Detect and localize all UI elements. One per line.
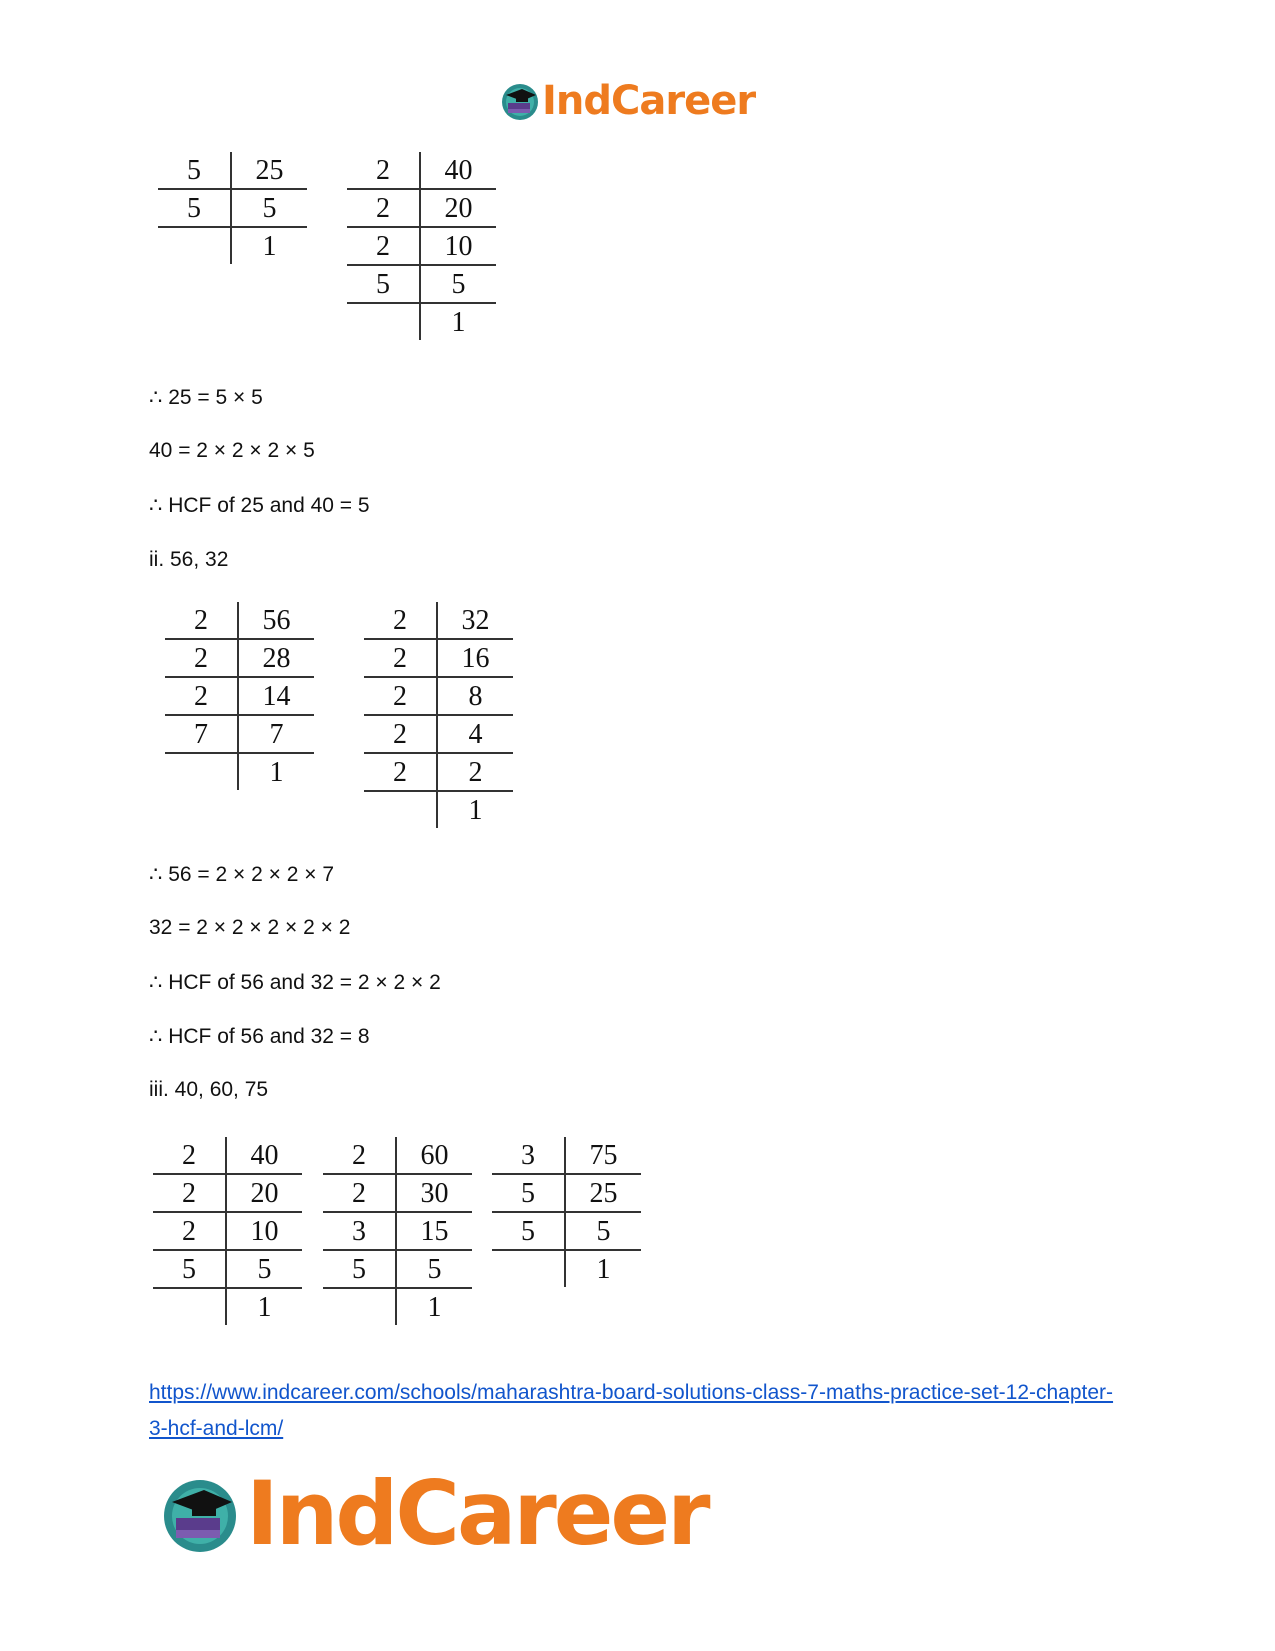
divisor-cell: 3: [323, 1212, 396, 1250]
divisor-cell: [347, 303, 420, 340]
quotient-cell: 5: [396, 1250, 472, 1288]
division-row: [492, 1174, 641, 1212]
divisor-cell: [153, 1288, 226, 1325]
division-row: [165, 677, 314, 715]
division-row: [165, 753, 314, 790]
quotient-cell: 1: [451, 307, 466, 338]
division-row: [492, 1137, 641, 1174]
division-row: [158, 227, 307, 264]
division-row: [323, 1250, 472, 1288]
division-row: [492, 1250, 641, 1287]
quotient-cell: 7: [238, 715, 314, 753]
divisor-cell: 5: [492, 1212, 565, 1250]
division-row: [323, 1212, 472, 1250]
division-row: [347, 189, 496, 227]
division-row: [364, 677, 513, 715]
section-heading: ii. 56, 32: [149, 548, 229, 571]
quotient-cell: 25: [231, 152, 307, 189]
quotient-cell: 32: [437, 602, 513, 639]
divisor-cell: 5: [153, 1250, 226, 1288]
division-table-40: [153, 1137, 302, 1325]
quotient-cell: 20: [420, 189, 496, 227]
graduation-book-icon: [160, 1474, 240, 1554]
divisor-cell: 5: [158, 152, 231, 189]
divisor-cell: [323, 1288, 396, 1325]
quotient-cell: 5: [420, 265, 496, 303]
quotient-cell: 75: [565, 1137, 641, 1174]
quotient-cell: 15: [396, 1212, 472, 1250]
text-line: ∴ 25 = 5 × 5: [149, 386, 263, 409]
quotient-cell: 30: [396, 1174, 472, 1212]
divisor-cell: [158, 227, 231, 264]
division-row: [323, 1174, 472, 1212]
division-row: [364, 791, 513, 828]
quotient-cell: 56: [238, 602, 314, 639]
divisor-cell: 5: [323, 1250, 396, 1288]
quotient-cell: 28: [238, 639, 314, 677]
indcareer-logo-bottom: [160, 1462, 708, 1565]
quotient-cell: 40: [226, 1137, 302, 1174]
divisor-cell: 2: [347, 152, 420, 189]
divisor-cell: 2: [364, 715, 437, 753]
divisor-cell: 2: [165, 602, 238, 639]
source-link[interactable]: https://www.indcareer.com/schools/maharashtra-board-solutions-class-7-maths-practice-set-12-chapter-3-hcf-and-lcm/: [149, 1381, 1114, 1440]
divisor-cell: 2: [165, 639, 238, 677]
divisor-cell: 5: [347, 265, 420, 303]
divisor-cell: 2: [347, 227, 420, 265]
divisor-cell: [492, 1250, 565, 1287]
division-row: [153, 1137, 302, 1174]
division-row: [347, 227, 496, 265]
divisor-cell: 2: [323, 1137, 396, 1174]
text-line: ∴ HCF of 56 and 32 = 2 × 2 × 2: [149, 971, 441, 994]
text-line: 40 = 2 × 2 × 2 × 5: [149, 439, 315, 462]
divisor-cell: 5: [158, 189, 231, 227]
division-row: [323, 1137, 472, 1174]
quotient-cell: 20: [226, 1174, 302, 1212]
division-row: [347, 303, 496, 340]
division-row: [158, 189, 307, 227]
division-row: [364, 602, 513, 639]
division-table-40: [347, 152, 496, 340]
divisor-cell: 2: [153, 1137, 226, 1174]
division-row: [492, 1212, 641, 1250]
division-table-56: [165, 602, 314, 790]
quotient-cell: 1: [262, 231, 277, 262]
division-table-60: [323, 1137, 472, 1325]
divisor-cell: [364, 791, 437, 828]
quotient-cell: 5: [231, 189, 307, 227]
division-row: [153, 1212, 302, 1250]
graduation-book-icon: [500, 81, 540, 121]
division-row: [165, 639, 314, 677]
quotient-cell: 60: [396, 1137, 472, 1174]
division-table-25: [158, 152, 307, 264]
divisor-cell: 2: [347, 189, 420, 227]
divisor-cell: 2: [153, 1174, 226, 1212]
quotient-cell: 10: [420, 227, 496, 265]
quotient-cell: 1: [427, 1292, 442, 1323]
division-row: [153, 1250, 302, 1288]
divisor-cell: 2: [364, 639, 437, 677]
quotient-cell: 1: [269, 757, 284, 788]
division-row: [323, 1288, 472, 1325]
quotient-cell: 1: [596, 1254, 611, 1285]
quotient-cell: 25: [565, 1174, 641, 1212]
indcareer-logo-top: [500, 78, 755, 124]
division-table-32: [364, 602, 513, 828]
quotient-cell: 1: [468, 795, 483, 826]
division-row: [153, 1288, 302, 1325]
division-row: [165, 715, 314, 753]
divisor-cell: 2: [165, 677, 238, 715]
division-row: [364, 715, 513, 753]
quotient-cell: 10: [226, 1212, 302, 1250]
quotient-cell: 5: [226, 1250, 302, 1288]
divisor-cell: 2: [153, 1212, 226, 1250]
divisor-cell: [165, 753, 238, 790]
quotient-cell: 8: [437, 677, 513, 715]
quotient-cell: 1: [257, 1292, 272, 1323]
brand-name: IndCareer: [542, 78, 756, 124]
divisor-cell: 2: [323, 1174, 396, 1212]
divisor-cell: 5: [492, 1174, 565, 1212]
division-row: [158, 152, 307, 189]
divisor-cell: 7: [165, 715, 238, 753]
text-line: 32 = 2 × 2 × 2 × 2 × 2: [149, 916, 351, 939]
divisor-cell: 2: [364, 677, 437, 715]
text-line: ∴ HCF of 56 and 32 = 8: [149, 1025, 370, 1048]
text-line: ∴ HCF of 25 and 40 = 5: [149, 494, 370, 517]
brand-name: IndCareer: [246, 1462, 708, 1565]
quotient-cell: 16: [437, 639, 513, 677]
divisor-cell: 2: [364, 753, 437, 791]
division-table-75: [492, 1137, 641, 1287]
quotient-cell: 40: [420, 152, 496, 189]
quotient-cell: 4: [437, 715, 513, 753]
text-line: ∴ 56 = 2 × 2 × 2 × 7: [149, 863, 335, 886]
divisor-cell: 3: [492, 1137, 565, 1174]
divisor-cell: 2: [364, 602, 437, 639]
division-row: [347, 265, 496, 303]
quotient-cell: 14: [238, 677, 314, 715]
division-row: [347, 152, 496, 189]
division-row: [364, 753, 513, 791]
section-heading: iii. 40, 60, 75: [149, 1078, 269, 1101]
division-row: [153, 1174, 302, 1212]
quotient-cell: 2: [437, 753, 513, 791]
division-row: [364, 639, 513, 677]
division-row: [165, 602, 314, 639]
quotient-cell: 5: [565, 1212, 641, 1250]
